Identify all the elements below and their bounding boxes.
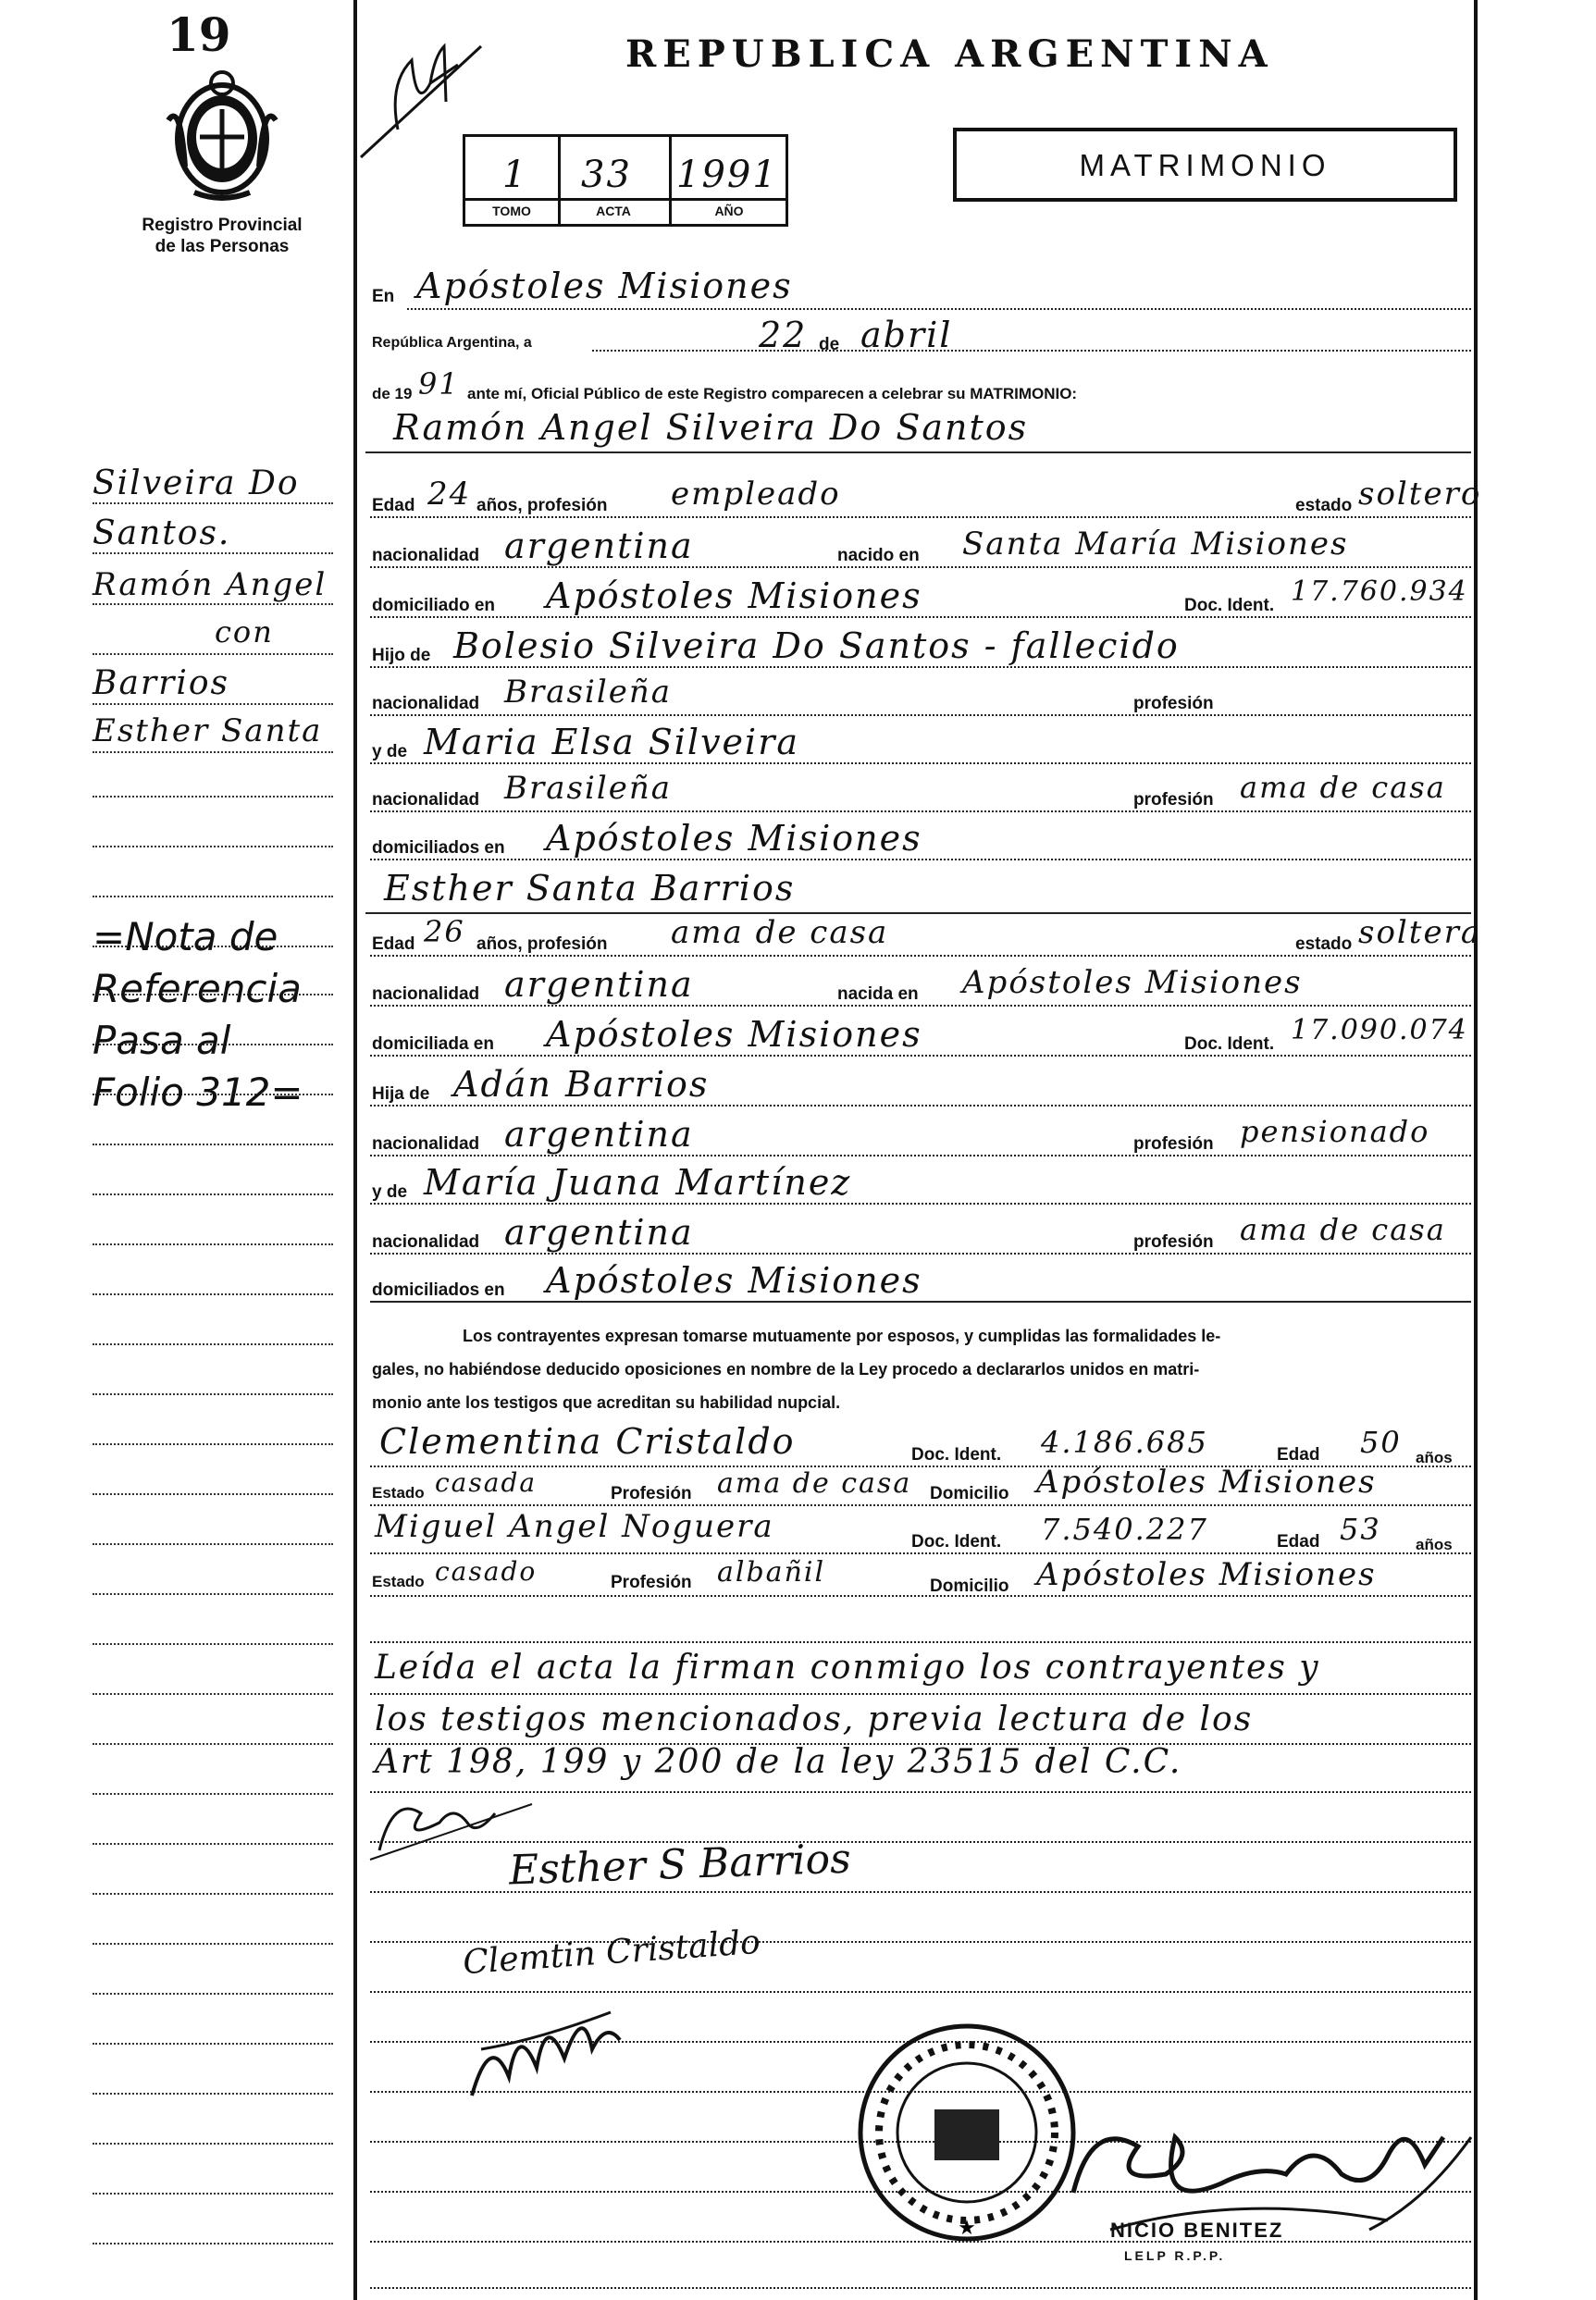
reference-note-line: Referencia — [93, 966, 302, 1011]
witness1-domicile: Apóstoles Misiones — [1036, 1464, 1377, 1501]
official-seal-stamp — [851, 2017, 1083, 2248]
margin-line — [93, 1743, 333, 1745]
bride-father-profession: pensionado — [1240, 1114, 1430, 1149]
label: domiciliados en — [372, 838, 505, 858]
provincial-coat-of-arms — [157, 65, 287, 204]
country-title: REPUBLICA ARGENTINA — [625, 32, 1274, 76]
bride-father-nationality: argentina — [504, 1114, 694, 1155]
field-line — [370, 1301, 1471, 1303]
margin-line — [93, 1343, 333, 1345]
witness1-age: 50 — [1360, 1425, 1402, 1460]
label: nacionalidad — [372, 1232, 480, 1252]
field-line — [370, 859, 1471, 860]
label: nacionalidad — [372, 546, 480, 565]
reference-table — [463, 134, 788, 227]
groom-parents-domicile: Apóstoles Misiones — [546, 818, 922, 859]
acta-value: 33 — [581, 154, 632, 196]
bride-age: 26 — [424, 914, 465, 949]
label: Doc. Ident. — [1184, 1034, 1275, 1054]
label: años, profesión — [476, 934, 608, 954]
label: estado — [1295, 934, 1353, 954]
label: profesión — [1133, 1134, 1214, 1154]
field-line — [370, 1641, 1471, 1643]
label: Doc. Ident. — [1184, 596, 1275, 615]
margin-line — [93, 1243, 333, 1245]
margin-line — [93, 1193, 333, 1195]
margin-line — [93, 1293, 333, 1295]
year-prefix: de 19 — [372, 385, 413, 402]
margin-line — [93, 2143, 333, 2145]
bride-profession: ama de casa — [671, 914, 889, 951]
groom-father-nationality: Brasileña — [504, 674, 672, 711]
label: Profesión — [611, 1484, 692, 1503]
official-stamp-name: NICIO BENITEZ — [1110, 2219, 1284, 2242]
marriage-place: Apóstoles Misiones — [416, 266, 793, 306]
label: Domicilio — [930, 1577, 1009, 1596]
groom-age: 24 — [427, 476, 472, 513]
marriage-day: 22 — [759, 315, 808, 355]
label: domiciliado en — [372, 596, 496, 615]
margin-line — [93, 1493, 333, 1495]
field-line — [370, 1155, 1471, 1156]
label: estado — [1295, 496, 1353, 515]
bride-name: Esther Santa Barrios — [384, 868, 796, 909]
label: y de — [372, 1182, 408, 1202]
label: nacido en — [837, 546, 920, 565]
label: nacida en — [837, 984, 919, 1004]
margin-line — [93, 1993, 333, 1995]
field-line — [370, 714, 1471, 716]
margin-rule — [353, 0, 357, 2300]
de-label: de — [819, 335, 840, 354]
right-edge-rule — [1474, 0, 1478, 2300]
bride-estado: soltera — [1358, 914, 1482, 951]
groom-nationality: argentina — [504, 526, 694, 566]
bride-nationality: argentina — [504, 964, 694, 1005]
label: Edad — [1277, 1532, 1320, 1552]
label: Edad — [1277, 1445, 1320, 1465]
witness1-doc: 4.186.685 — [1041, 1425, 1208, 1460]
field-line — [370, 762, 1471, 764]
document-type-box — [953, 128, 1457, 202]
margin-line — [93, 653, 333, 655]
label: profesión — [1133, 1232, 1214, 1252]
anio-label: AÑO — [714, 204, 744, 218]
margin-note: Barrios — [93, 664, 229, 702]
bride-birthplace: Apóstoles Misiones — [962, 964, 1303, 1001]
margin-line — [93, 1893, 333, 1895]
closing-line: Leída el acta la firman conmigo los contrayentes y — [375, 1649, 1320, 1687]
groom-father: Bolesio Silveira Do Santos - fallecido — [453, 625, 1180, 666]
bride-doc: 17.090.074 — [1291, 1014, 1468, 1046]
witness1-estado: casada — [435, 1467, 538, 1498]
margin-note: Ramón Angel — [93, 566, 328, 603]
tomo-label: TOMO — [492, 204, 531, 218]
label: Edad — [372, 496, 415, 515]
label: Edad — [372, 934, 415, 954]
witness1-name: Clementina Cristaldo — [379, 1421, 796, 1462]
label: profesión — [1133, 694, 1214, 713]
margin-line — [93, 1843, 333, 1845]
margin-line — [93, 1943, 333, 1945]
groom-domicile: Apóstoles Misiones — [546, 575, 922, 616]
margin-line — [93, 703, 333, 705]
label: profesión — [1133, 790, 1214, 810]
margin-line — [93, 796, 333, 798]
label: nacionalidad — [372, 790, 480, 810]
label: Hija de — [372, 1084, 430, 1104]
reference-note-line: Pasa al — [93, 1018, 231, 1063]
groom-name: Ramón Angel Silveira Do Santos — [393, 407, 1029, 448]
margin-line — [93, 1793, 333, 1795]
groom-mother-nationality: Brasileña — [504, 770, 672, 807]
label: Domicilio — [930, 1484, 1009, 1503]
closing-line: los testigos mencionados, previa lectura de los — [375, 1700, 1254, 1738]
label: Estado — [372, 1484, 425, 1502]
margin-line — [93, 2243, 333, 2244]
field-line — [370, 2287, 1471, 2289]
label: nacionalidad — [372, 694, 480, 713]
margin-line — [93, 1443, 333, 1445]
bride-mother-nationality: argentina — [504, 1212, 694, 1253]
field-line — [370, 1504, 1471, 1506]
ante-text: ante mí, Oficial Público de este Registro comparecen a celebrar su MATRIMONIO: — [467, 385, 1078, 402]
declaration-line: Los contrayentes expresan tomarse mutuamente por esposos, y cumplidas las formalidades le- — [463, 1327, 1221, 1345]
margin-note: con — [215, 614, 274, 649]
field-line — [370, 1552, 1471, 1554]
margin-line — [93, 846, 333, 847]
label: Profesión — [611, 1573, 692, 1592]
field-line — [370, 516, 1471, 518]
witness1-signature: Clemtin Cristaldo — [461, 1923, 762, 1983]
label: nacionalidad — [372, 984, 480, 1004]
margin-line — [93, 1393, 333, 1395]
field-line — [592, 350, 1471, 352]
bride-domicile: Apóstoles Misiones — [546, 1014, 922, 1055]
bride-mother: María Juana Martínez — [424, 1162, 852, 1203]
reference-note — [93, 911, 303, 1119]
field-line — [370, 810, 1471, 812]
name-underline — [365, 912, 1471, 914]
groom-birthplace: Santa María Misiones — [962, 526, 1349, 563]
registry-line-2: de las Personas — [155, 237, 290, 256]
field-line — [370, 955, 1471, 957]
label: Estado — [372, 1573, 425, 1590]
name-underline — [365, 451, 1471, 453]
label: años — [1416, 1449, 1453, 1466]
margin-line — [93, 603, 333, 605]
official-stamp-title: LELP R.P.P. — [1124, 2248, 1226, 2263]
witness2-domicile: Apóstoles Misiones — [1036, 1556, 1377, 1593]
bride-parents-domicile: Apóstoles Misiones — [546, 1260, 922, 1301]
official-signature — [1055, 2082, 1490, 2239]
document-type: MATRIMONIO — [1079, 148, 1331, 182]
witness2-age: 53 — [1340, 1512, 1381, 1547]
margin-line — [93, 502, 333, 504]
margin-line — [93, 2043, 333, 2045]
en-label: En — [372, 287, 395, 306]
field-line — [370, 1203, 1471, 1205]
margin-line — [93, 1543, 333, 1545]
bride-mother-profession: ama de casa — [1240, 1212, 1446, 1247]
marriage-month: abril — [860, 315, 953, 355]
field-line — [370, 666, 1471, 668]
registry-name — [102, 215, 342, 257]
anio-value: 1991 — [676, 154, 778, 196]
field-line — [370, 1105, 1471, 1107]
registry-line-1: Registro Provincial — [142, 216, 303, 235]
margin-line — [93, 2193, 333, 2195]
field-line — [370, 1055, 1471, 1057]
groom-mother-profession: ama de casa — [1240, 770, 1446, 805]
year-suffix: 91 — [418, 366, 460, 402]
witness2-signature — [453, 1994, 657, 2114]
reference-note-line: =Nota de — [93, 914, 278, 959]
margin-note: Silveira Do — [93, 464, 300, 502]
margin-line — [93, 2093, 333, 2095]
label: nacionalidad — [372, 1134, 480, 1154]
margin-line — [93, 1593, 333, 1595]
margin-line — [93, 751, 333, 753]
declaration-line: gales, no habiéndose deducido oposiciones en nombre de la Ley procedo a declararlos unidos en matri- — [372, 1360, 1200, 1379]
margin-line — [93, 1144, 333, 1145]
field-line — [370, 1253, 1471, 1255]
label: y de — [372, 742, 408, 761]
field-line — [370, 1693, 1471, 1695]
label: Hijo de — [372, 646, 431, 665]
label: Doc. Ident. — [911, 1532, 1002, 1552]
groom-estado: soltero — [1358, 476, 1482, 513]
groom-mother: Maria Elsa Silveira — [424, 722, 800, 762]
page-number: 19 — [167, 7, 231, 62]
margin-line — [93, 1643, 333, 1645]
bride-father: Adán Barrios — [453, 1064, 710, 1105]
witness2-doc: 7.540.227 — [1041, 1512, 1208, 1547]
label: domiciliada en — [372, 1034, 494, 1054]
reference-note-line: Folio 312= — [93, 1070, 303, 1115]
tomo-value: 1 — [502, 154, 528, 196]
margin-note: Esther Santa — [93, 712, 323, 749]
field-line — [370, 1595, 1471, 1597]
field-line — [370, 616, 1471, 618]
republica-label: República Argentina, a — [372, 335, 532, 351]
field-line — [370, 1005, 1471, 1007]
declaration-line: monio ante los testigos que acreditan su habilidad nupcial. — [372, 1393, 841, 1412]
svg-text:★: ★ — [958, 2217, 976, 2240]
margin-line — [93, 896, 333, 897]
label: Doc. Ident. — [911, 1445, 1002, 1465]
margin-line — [93, 1693, 333, 1695]
label: domiciliados en — [372, 1280, 505, 1300]
witness2-name: Miguel Angel Noguera — [375, 1508, 774, 1545]
field-line — [370, 566, 1471, 568]
margin-line — [93, 552, 333, 554]
groom-profession: empleado — [671, 476, 841, 513]
acta-label: ACTA — [596, 204, 631, 218]
margin-note: Santos. — [93, 514, 231, 552]
witness1-profession: ama de casa — [717, 1467, 912, 1500]
closing-line: Art 198, 199 y 200 de la ley 23515 del C.C. — [375, 1743, 1182, 1781]
field-line — [370, 1991, 1471, 1993]
field-line — [407, 308, 1471, 310]
label: años — [1416, 1536, 1453, 1553]
witness2-profession: albañil — [717, 1556, 826, 1589]
bride-signature: Esther S Barrios — [508, 1835, 852, 1895]
label: años, profesión — [476, 496, 608, 515]
groom-doc: 17.760.934 — [1291, 575, 1468, 608]
witness2-estado: casado — [435, 1556, 538, 1587]
